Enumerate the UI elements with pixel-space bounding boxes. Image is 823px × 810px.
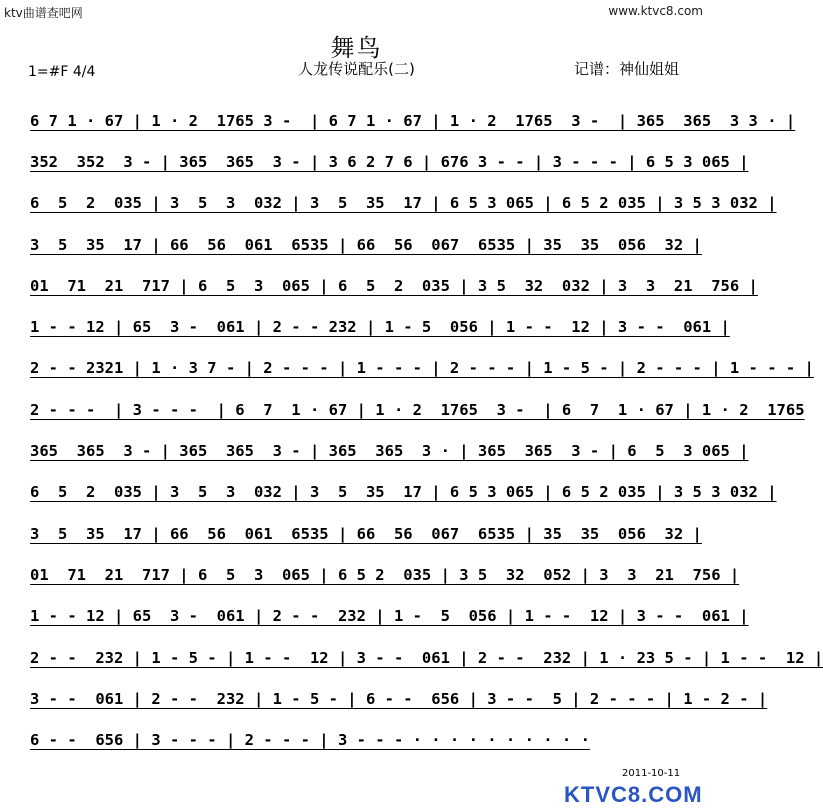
score-line: 01 71 21 717 | 6 5 3 065 | 6 5 2 035 | 3 5 32 032 | 3 3 21 756 | <box>30 276 758 295</box>
score-line: 6 5 2 035 | 3 5 3 032 | 3 5 35 17 | 6 5 3 065 | 6 5 2 035 | 3 5 3 032 | <box>30 194 777 213</box>
score-line: 365 365 3 - | 365 365 3 - | 365 365 3 · | 365 365 3 - | 6 5 3 065 | <box>30 442 749 461</box>
logo-text: KTVC8.COM <box>564 782 703 807</box>
score-line: 3 5 35 17 | 66 56 061 6535 | 66 56 067 6535 | 35 35 056 32 | <box>30 524 702 543</box>
watermark-site-name: ktv曲谱查吧网 <box>4 6 83 20</box>
score-line: 2 - - - | 3 - - - | 6 7 1 · 67 | 1 · 2 1765 3 - | 6 7 1 · 67 | 1 · 2 1765 <box>30 400 805 419</box>
site-logo <box>564 782 703 808</box>
score-line: 3 - - 061 | 2 - - 232 | 1 - 5 - | 6 - - 656 | 3 - - 5 | 2 - - - | 1 - 2 - | <box>30 689 768 708</box>
score-line: 01 71 21 717 | 6 5 3 065 | 6 5 2 035 | 3 5 32 052 | 3 3 21 756 | <box>30 565 740 584</box>
score-line: 1 - - 12 | 65 3 - 061 | 2 - - 232 | 1 - 5 056 | 1 - - 12 | 3 - - 061 | <box>30 318 730 337</box>
key-signature: 1=#F 4/4 <box>28 64 96 80</box>
song-subtitle: 人龙传说配乐(二) <box>298 60 415 78</box>
score-line: 3 5 35 17 | 66 56 061 6535 | 66 56 067 6535 | 35 35 056 32 | <box>30 235 702 254</box>
score-line: 6 5 2 035 | 3 5 3 032 | 3 5 35 17 | 6 5 3 065 | 6 5 2 035 | 3 5 3 032 | <box>30 483 777 502</box>
score-line: 6 7 1 · 67 | 1 · 2 1765 3 - | 6 7 1 · 67 | 1 · 2 1765 3 - | 365 365 3 3 · | <box>30 111 796 130</box>
numbered-score <box>30 100 823 761</box>
score-line: 2 - - 2321 | 1 · 3 7 - | 2 - - - | 1 - - - | 2 - - - | 1 - 5 - | 2 - - - | 1 - - - | <box>30 359 814 378</box>
watermark-url: www.ktvc8.com <box>608 4 703 18</box>
score-line: 6 - - 656 | 3 - - - | 2 - - - | 3 - - - · · · · · · · · · · <box>30 731 590 750</box>
score-line: 352 352 3 - | 365 365 3 - | 3 6 2 7 6 | 676 3 - - | 3 - - - | 6 5 3 065 | <box>30 152 749 171</box>
transcriber-credit: 记谱：神仙姐姐 <box>573 60 679 78</box>
song-title: 舞鸟 <box>330 34 383 62</box>
score-line: 2 - - 232 | 1 - 5 - | 1 - - 12 | 3 - - 061 | 2 - - 232 | 1 · 23 5 - | 1 - - 12 | <box>30 648 823 667</box>
publish-date: 2011-10-11 <box>622 768 681 779</box>
score-line: 1 - - 12 | 65 3 - 061 | 2 - - 232 | 1 - 5 056 | 1 - - 12 | 3 - - 061 | <box>30 607 749 626</box>
